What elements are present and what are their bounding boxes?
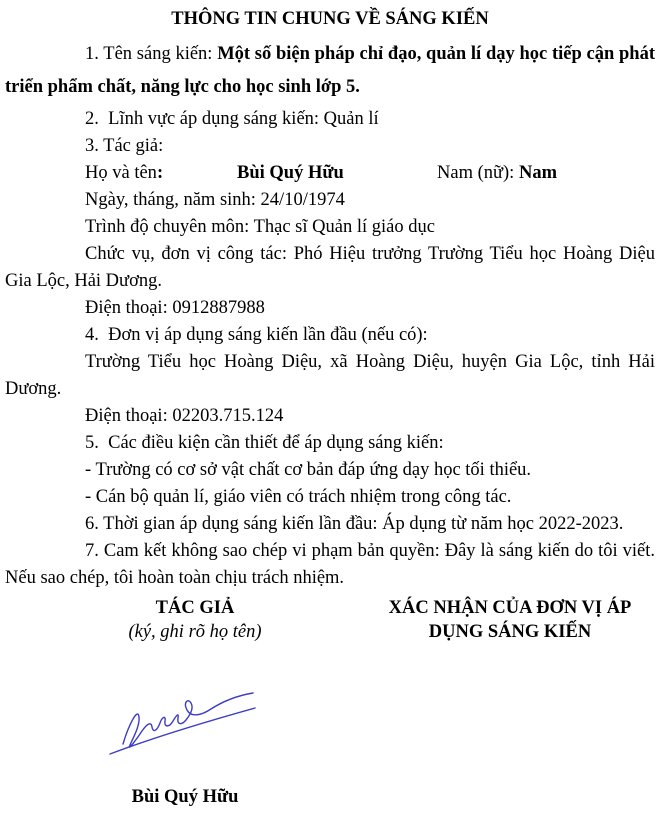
name-label-cell — [85, 160, 237, 187]
paragraph-item5: 5. Các điều kiện cần thiết để áp dụng sáng kiến: — [85, 433, 444, 453]
author-qualification: Trình độ chuyên môn: Thạc sĩ Quản lí giáo dục — [85, 217, 435, 237]
name-colon: : — [156, 163, 164, 183]
unit-confirmation-column — [365, 596, 655, 644]
author-signature-column — [25, 596, 365, 644]
item1-label: 1. Tên sáng kiến: — [85, 44, 218, 64]
author-sign-note: (ký, ghi rõ họ tên) — [128, 622, 262, 642]
author-name-row — [5, 160, 655, 187]
author-dob: Ngày, tháng, năm sinh: 24/10/1974 — [85, 190, 345, 210]
gender-cell — [437, 163, 557, 183]
author-sign-title: TÁC GIẢ — [155, 598, 235, 618]
author-name: Bùi Quý Hữu — [237, 163, 344, 183]
item1-value: Một số biện pháp chỉ đạo, quản lí dạy học tiếp cận phát triển phẩm chất, năng lực cho học sinh lớp 5. — [5, 44, 655, 97]
item5-bullet-1: - Trường có cơ sở vật chất cơ bản đáp ứng dạy học tối thiểu. — [85, 460, 532, 480]
handwritten-signature-icon — [107, 674, 259, 759]
item4-phone: Điện thoại: 02203.715.124 — [85, 406, 284, 426]
author-position: Chức vụ, đơn vị công tác: Phó Hiệu trưởng Trường Tiểu học Hoàng Diệu Gia Lộc, Hải Dương. — [5, 244, 655, 291]
paragraph-item6: 6. Thời gian áp dụng sáng kiến lần đầu: Áp dụng từ năm học 2022-2023. — [85, 514, 624, 534]
signed-name: Bùi Quý Hữu — [131, 787, 239, 807]
item5-bullet-2: - Cán bộ quản lí, giáo viên có trách nhiệm trong công tác. — [85, 487, 512, 507]
signature-block — [5, 596, 655, 644]
paragraph-item4: 4. Đơn vị áp dụng sáng kiến lần đầu (nếu có): — [85, 325, 428, 345]
author-phone: Điện thoại: 0912887988 — [85, 298, 265, 318]
document-title: THÔNG TIN CHUNG VỀ SÁNG KIẾN — [171, 9, 489, 29]
paragraph-item7: 7. Cam kết không sao chép vi phạm bản quyền: Đây là sáng kiến do tôi viết. Nếu sao chép, tôi hoàn toàn chịu trách nhiệm. — [5, 541, 655, 588]
paragraph-item1 — [5, 38, 655, 104]
gender-label: Nam (nữ): — [437, 163, 519, 183]
name-label: Họ và tên — [85, 163, 157, 183]
gender-value: Nam — [518, 163, 557, 183]
paragraph-item3: 3. Tác giả: — [85, 136, 164, 156]
paragraph-item2: 2. Lĩnh vực áp dụng sáng kiến: Quản lí — [85, 109, 379, 129]
unit-confirm-title: XÁC NHẬN CỦA ĐƠN VỊ ÁP DỤNG SÁNG KIẾN — [388, 598, 632, 642]
item4-unit: Trường Tiểu học Hoàng Diệu, xã Hoàng Diệu, huyện Gia Lộc, tỉnh Hải Dương. — [5, 352, 655, 399]
